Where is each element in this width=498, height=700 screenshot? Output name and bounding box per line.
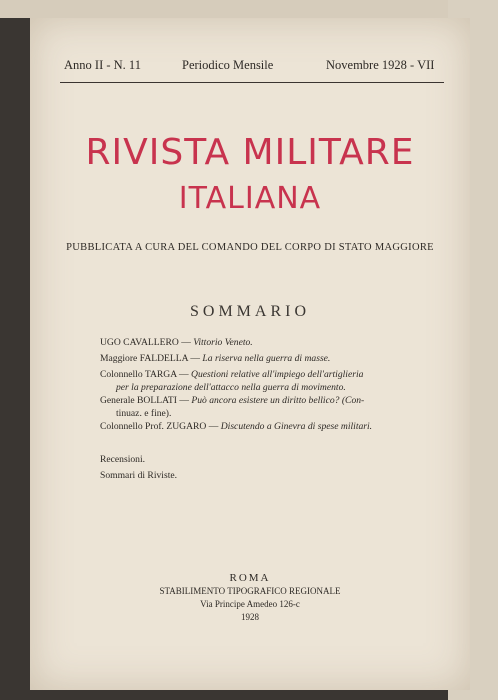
toc-title: La riserva nella guerra di masse.	[202, 353, 331, 364]
toc-entry	[100, 368, 430, 394]
toc-title: Vittorio Veneto.	[193, 337, 253, 348]
imprint-address: Via Principe Amedeo 126-c	[200, 599, 300, 609]
toc-author: Generale BOLLATI —	[100, 395, 189, 406]
toc-entry	[100, 352, 430, 365]
issue-number: Anno II - N. 11	[64, 58, 141, 72]
toc-author: Maggiore FALDELLA —	[100, 353, 201, 364]
imprint-city: ROMA	[229, 572, 271, 584]
toc-title-cont: per la preparazione dell'attacco nella guerra di movimento.	[116, 382, 346, 393]
sommario-heading: SOMMARIO	[189, 303, 310, 320]
toc-title: Discutendo a Ginevra di spese militari.	[220, 421, 373, 432]
imprint	[30, 572, 470, 624]
toc-entry	[100, 394, 430, 420]
recensioni-label: Recensioni.	[100, 454, 146, 465]
toc-author: Colonnello Prof. ZUGARO —	[100, 421, 219, 432]
magazine-title-line2: ITALIANA	[178, 181, 322, 216]
toc-author: UGO CAVALLERO —	[100, 337, 191, 348]
magazine-cover	[30, 18, 470, 690]
imprint-printer: STABILIMENTO TIPOGRAFICO REGIONALE	[159, 586, 341, 596]
magazine-title-line1: RIVISTA MILITARE	[85, 132, 415, 173]
toc-entry	[100, 336, 430, 349]
toc-author: Colonnello TARGA —	[100, 369, 189, 380]
background-paper-top	[0, 0, 498, 18]
frequency-label: Periodico Mensile	[182, 58, 274, 72]
sommari-riviste-label: Sommari di Riviste.	[100, 470, 178, 481]
toc-title: Questioni relative all'impiego dell'artiglieria	[191, 369, 364, 380]
toc-entry	[100, 420, 430, 433]
toc-title: Può ancora esistere un diritto bellico? (Con-	[191, 395, 365, 406]
issue-date: Novembre 1928 - VII	[326, 58, 435, 72]
publisher-subtitle: PUBBLICATA A CURA DEL COMANDO DEL CORPO DI STATO MAGGIORE	[66, 242, 434, 253]
imprint-year: 1928	[241, 612, 259, 622]
header-rule	[60, 82, 444, 83]
toc-title-cont: tinuaz. e fine).	[116, 408, 172, 419]
